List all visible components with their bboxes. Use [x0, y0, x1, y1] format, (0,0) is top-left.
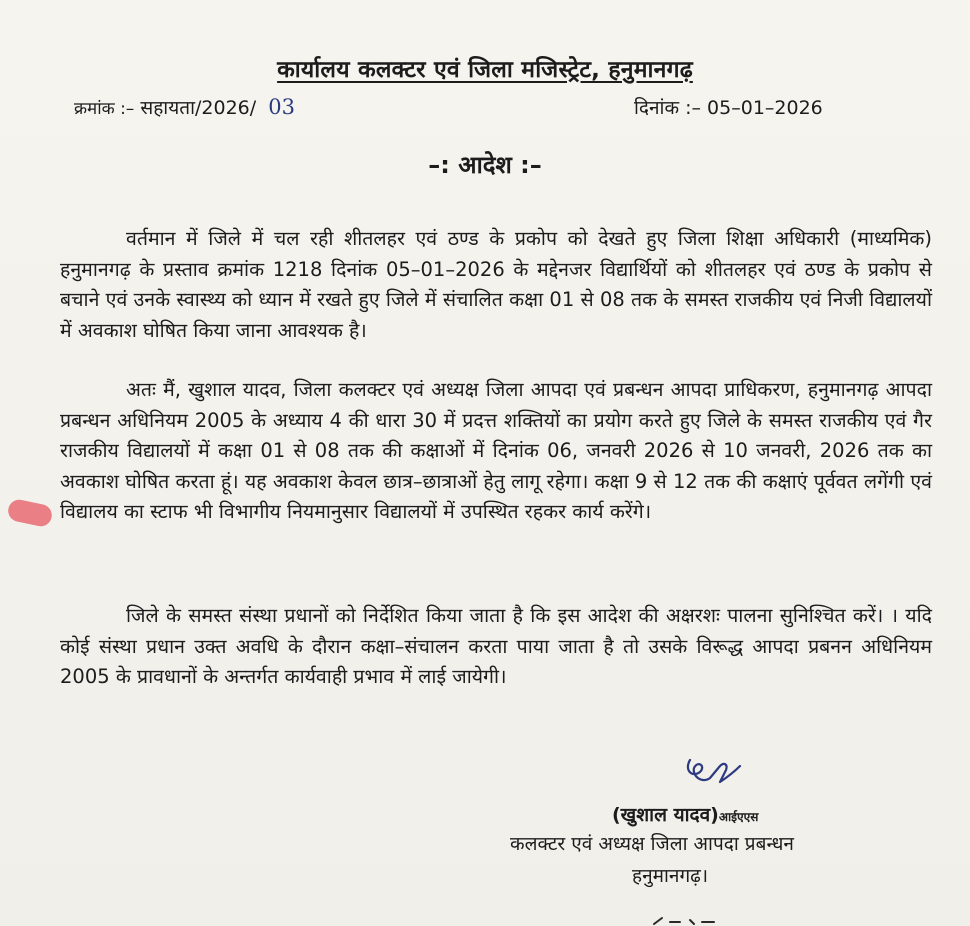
reference-handwritten-number: 03: [268, 95, 295, 119]
paragraph-2: [60, 375, 932, 528]
reference-number: [74, 94, 295, 120]
paragraph-2-text: अतः मैं, खुशाल यादव, जिला कलक्टर एवं अध्यक्ष जिला आपदा एवं प्रबन्धन आपदा प्राधिकरण, हनुमानगढ़ आपदा प्रबन्धन अधिनियम 2005 के अध्याय 4 की धारा 30 में प्रदत्त शक्तियों का प्रयोग करते हुए जिले के समस्त राजकीय एवं गैर राजकीय विद्यालयों में कक्षा 01 से 08 तक की कक्षाओं में दिनांक 06, जनवरी 2026 से 10 जनवरी, 2026 तक का अवकाश घोषित करता हूं। यह अवकाश केवल छात्र–छात्राओं हेतु लागू रहेगा। कक्षा 9 से 12 तक की कक्षाएं पूर्ववत लगेंगी एवं विद्यालय का स्टाफ भी विभागीय नियमानुसार विद्यालयों में उपस्थित रहकर कार्य करेंगे।: [60, 378, 932, 523]
paragraph-1-text: वर्तमान में जिले में चल रही शीतलहर एवं ठण्ड के प्रकोप को देखते हुए जिला शिक्षा अधिकारी (माध्यमिक) हनुमानगढ़ के प्रस्ताव क्रमांक 1218 दिनांक 05–01–2026 के मद्देनजर विद्यार्थियों को शीतलहर एवं ठण्ड के प्रकोप से बचाने एवं उनके स्वास्थ्य को ध्यान में रखते हुए जिले में संचालित कक्षा 01 से 08 तक के समस्त राजकीय एवं निजी विद्यालयों में अवकाश घोषित किया जाना आवश्यक है।: [60, 227, 932, 342]
reference-text: सहायता/2026/: [140, 97, 257, 119]
signatory-place: हनुमानगढ़।: [632, 865, 709, 887]
paragraph-3: [60, 601, 932, 693]
order-heading: –: आदेश :–: [428, 151, 542, 179]
red-highlight-mark: [6, 498, 54, 529]
reference-label: क्रमांक :–: [74, 99, 135, 119]
handwritten-signature: [680, 752, 744, 796]
paragraph-3-text: जिले के समस्त संस्था प्रधानों को निर्देशित किया जाता है कि इस आदेश की अक्षरशः पालना सुनिश्चित करें। । यदि कोई संस्था प्रधान उक्त अवधि के दौरान कक्षा–संचालन करता पाया जाता है तो उसके विरूद्ध आपदा प्रबनन अधिनियम 2005 के प्रावधानों के अन्तर्गत कार्यवाही प्रभाव में लाई जायेगी।: [60, 604, 932, 688]
cropped-text-fragment: [650, 912, 720, 926]
signatory-designation: कलक्टर एवं अध्यक्ष जिला आपदा प्रबन्धन: [510, 833, 794, 855]
office-title: कार्यालय कलक्टर एवं जिला मजिस्ट्रेट, हनुमानगढ़: [277, 57, 693, 83]
paragraph-1: [60, 224, 932, 346]
order-date: दिनांक :– 05–01–2026: [634, 97, 823, 119]
signatory-service-suffix: आईएएस: [718, 810, 759, 824]
signatory-name-text: (खुशाल यादव): [612, 804, 719, 826]
signatory-name: [612, 801, 758, 827]
